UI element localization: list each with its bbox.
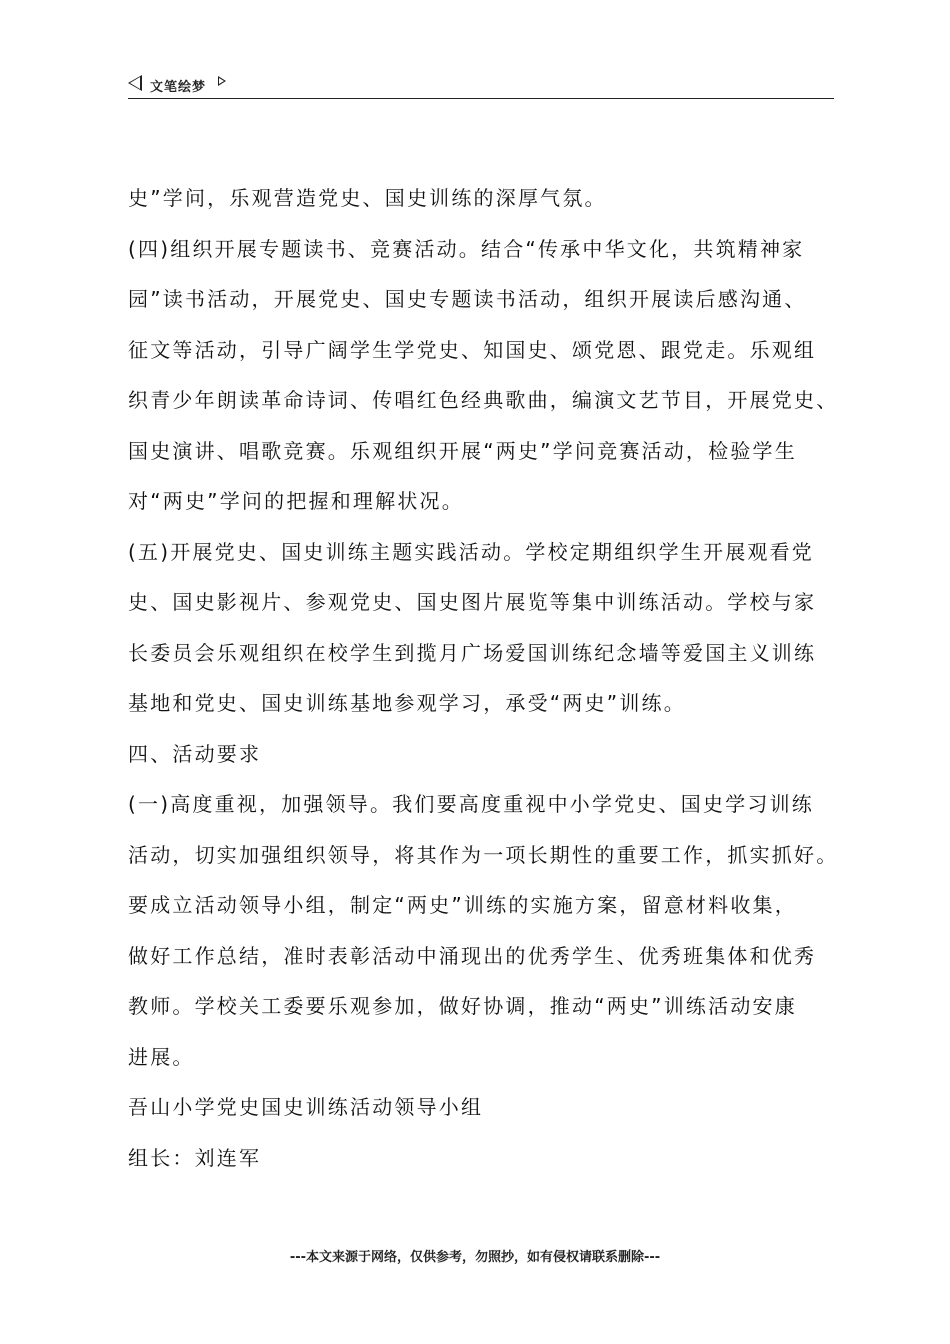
body-line: 史”学问，乐观营造党史、国史训练的深厚气氛。 (128, 186, 607, 210)
body-line: 征文等活动，引导广阔学生学党史、知国史、颂党恩、跟党走。乐观组 (128, 337, 817, 362)
section-heading: 四、活动要求 (128, 741, 262, 766)
document-body (128, 184, 838, 1194)
body-line: 基地和党史、国史训练基地参观学习，承受“两史”训练。 (128, 691, 686, 715)
page-footer: ---本文来源于网络，仅供参考，勿照抄，如有侵权请联系删除--- (289, 1250, 661, 1265)
body-line: (一)高度重视，加强领导。我们要高度重视中小学党史、国史学习训练 (128, 792, 815, 816)
header-title: 文笔绘梦 (150, 80, 207, 95)
body-line: 园”读书活动，开展党史、国史专题读书活动，组织开展读后感沟通、 (128, 287, 807, 311)
body-line: 活动，切实加强组织领导，将其作为一项长期性的重要工作，抓实抓好。 (128, 842, 839, 867)
body-line: 织青少年朗读革命诗词、传唱红色经典歌曲，编演文艺节目，开展党史、 (128, 388, 839, 412)
triangle-left-icon (128, 75, 142, 91)
body-line: 做好工作总结，准时表彰活动中涌现出的优秀学生、优秀班集体和优秀 (128, 943, 817, 968)
body-line: 教师。学校关工委要乐观参加，做好协调，推动“两史”训练活动安康 (128, 994, 797, 1018)
group-title: 吾山小学党史国史训练活动领导小组 (128, 1095, 484, 1119)
body-line: 进展。 (128, 1044, 195, 1069)
body-line: 要成立活动领导小组，制定“两史”训练的实施方案，留意材料收集， (128, 893, 797, 917)
page-header (128, 72, 834, 99)
body-line: (四)组织开展专题读书、竞赛活动。结合“传承中华文化，共筑精神家 (128, 236, 805, 261)
body-line: 对“两史”学问的把握和理解状况。 (128, 489, 464, 513)
body-line: 国史演讲、唱歌竞赛。乐观组织开展“两史”学问竞赛活动，检验学生 (128, 438, 797, 463)
body-line: 长委员会乐观组织在校学生到揽月广场爱国训练纪念墙等爱国主义训练 (128, 640, 817, 665)
body-line: (五)开展党史、国史训练主题实践活动。学校定期组织学生开展观看党 (128, 539, 815, 564)
body-line: 史、国史影视片、参观党史、国史图片展览等集中训练活动。学校与家 (128, 590, 817, 614)
group-leader: 组长：刘连军 (128, 1145, 262, 1170)
triangle-right-icon (218, 76, 226, 86)
